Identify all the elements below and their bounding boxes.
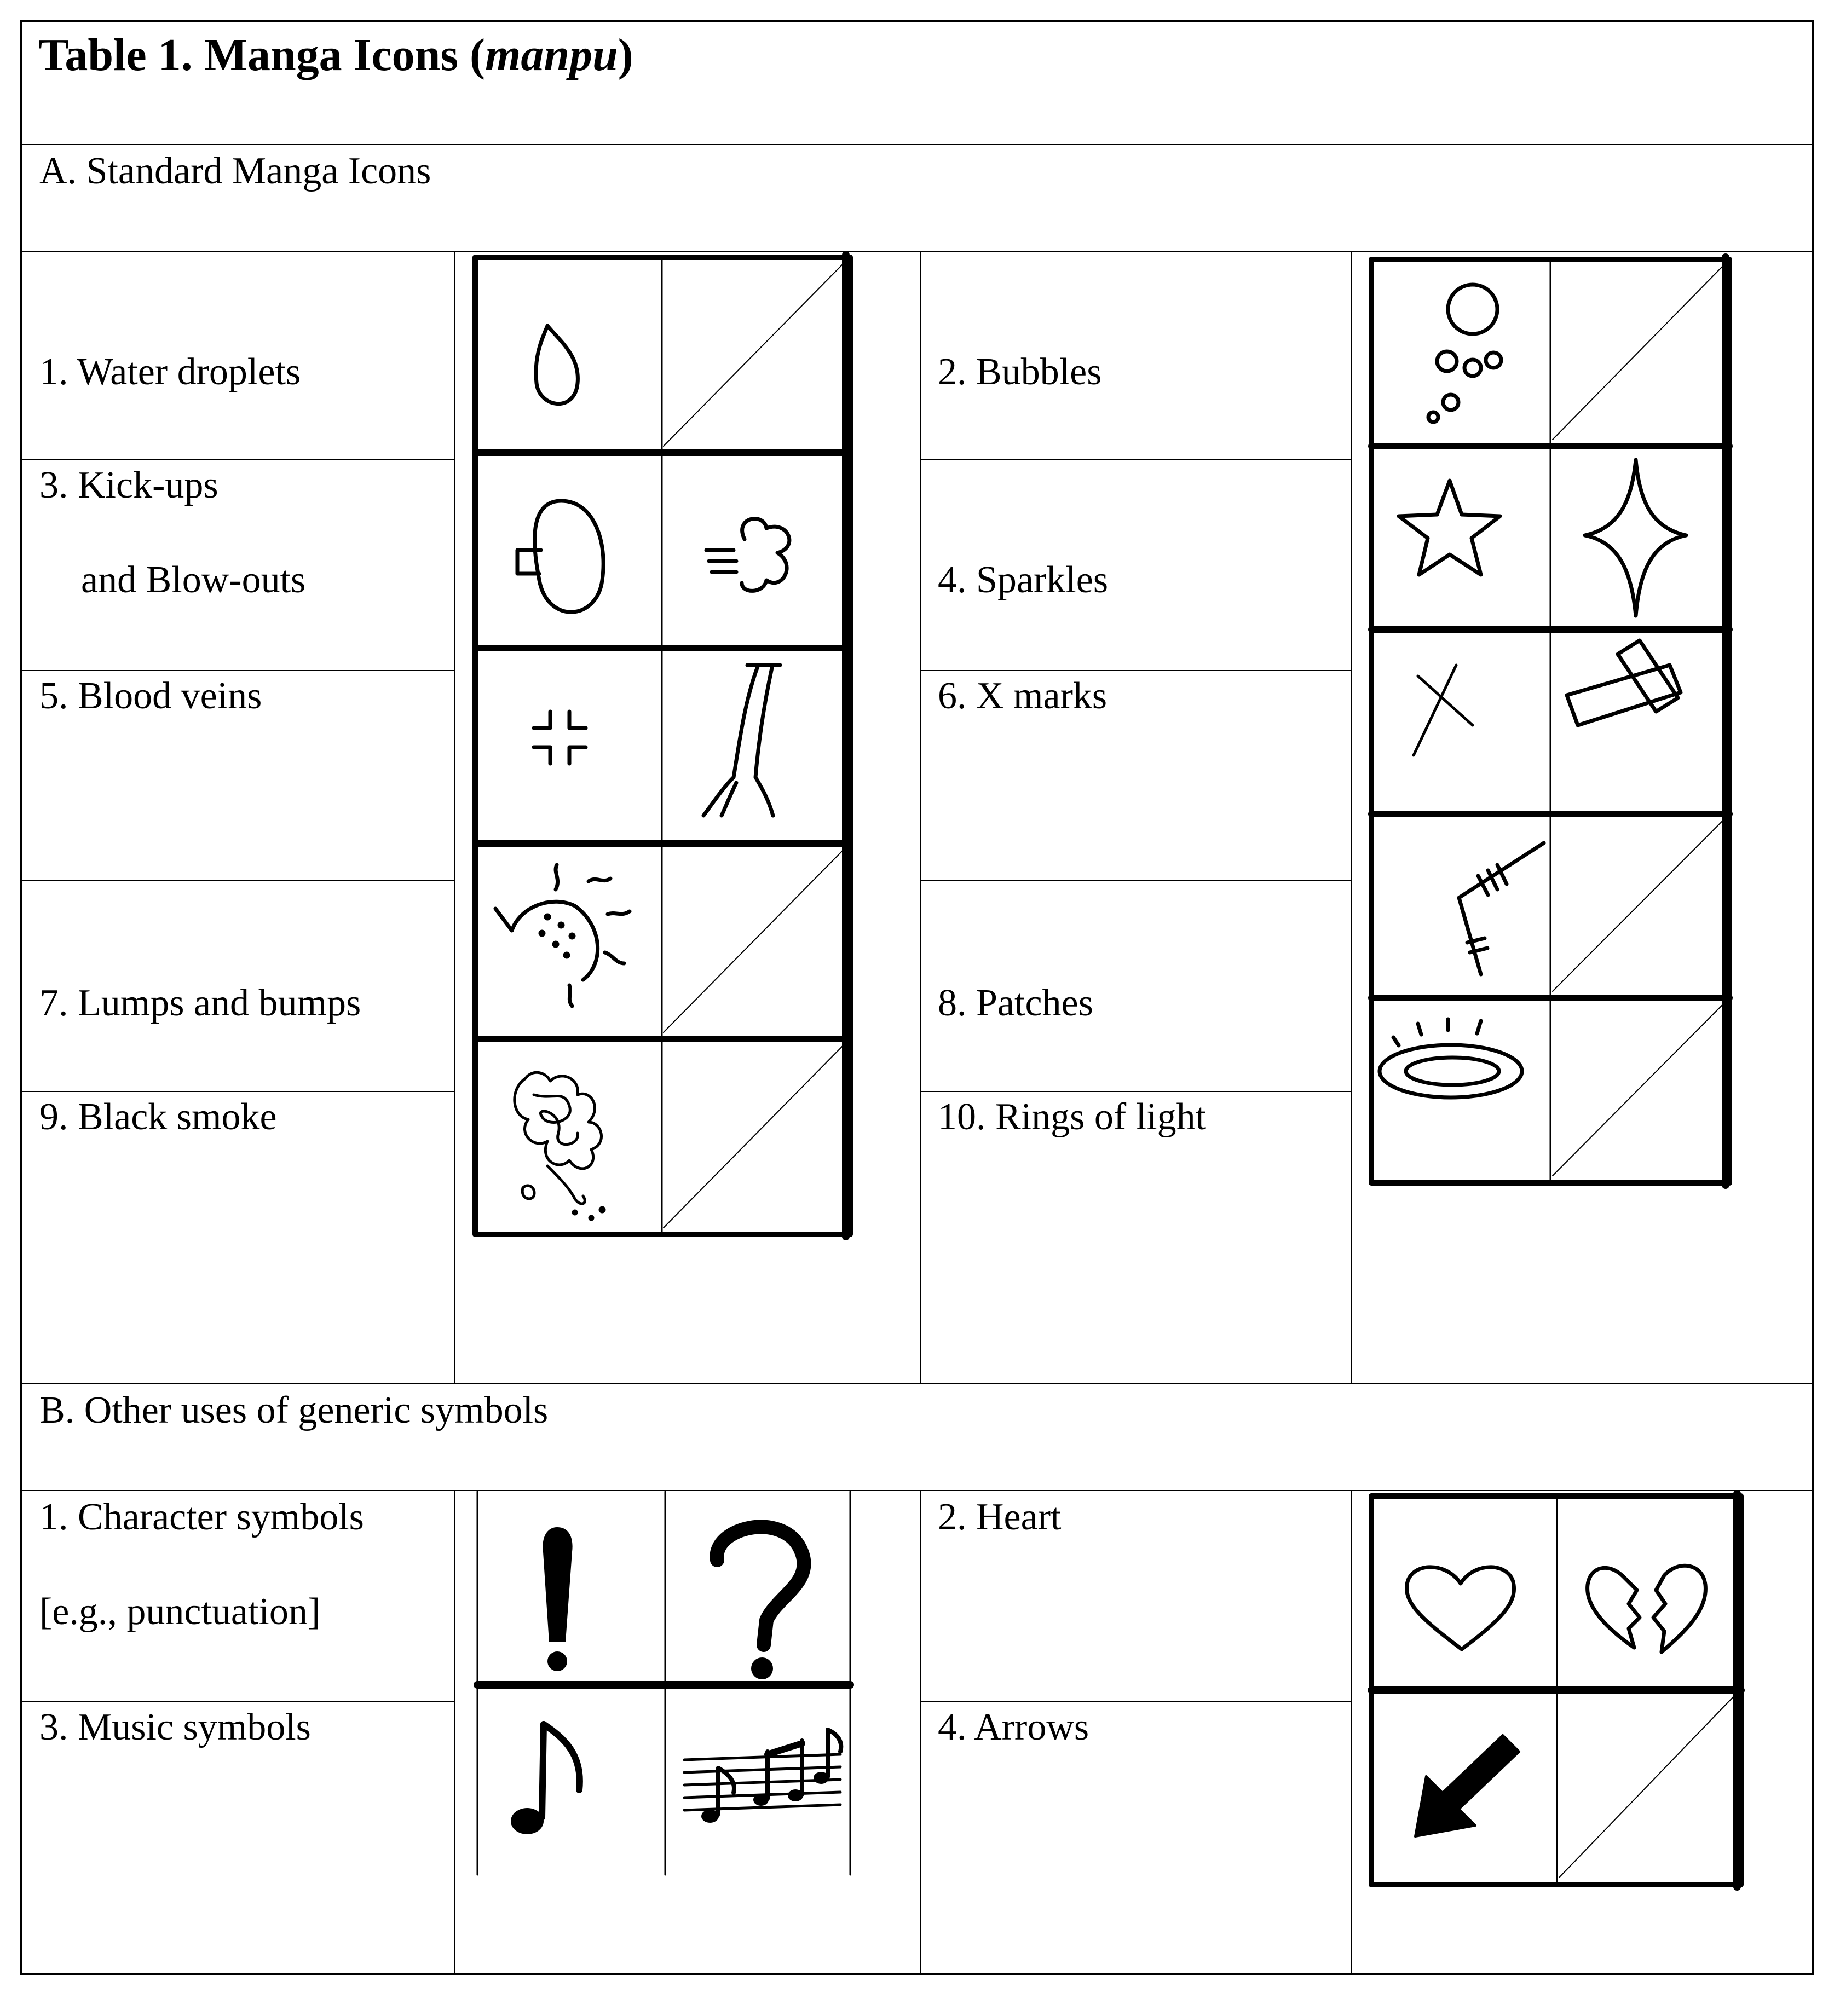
arrow-icon — [1415, 1735, 1519, 1836]
item-water-droplets: 1. Water droplets — [39, 351, 301, 393]
empty-cell-slash — [1553, 821, 1722, 991]
item-kick-ups-line2: and Blow-outs — [81, 559, 306, 601]
item-black-smoke: 9. Black smoke — [39, 1096, 277, 1138]
question-icon — [717, 1527, 804, 1679]
item-character-symbols-line2: [e.g., punctuation] — [39, 1591, 321, 1633]
item-lumps-and-bumps: 7. Lumps and bumps — [39, 982, 361, 1024]
star-sparkle-icon — [1399, 481, 1500, 575]
blood-vein-icon — [703, 665, 780, 816]
empty-cell-slash — [664, 850, 843, 1032]
item-patches: 8. Patches — [938, 982, 1093, 1024]
music-staff-icon — [684, 1730, 841, 1823]
empty-cell-slash — [1553, 1005, 1722, 1176]
bandage-x-icon — [1567, 640, 1681, 725]
item-blood-veins: 5. Blood veins — [39, 675, 262, 717]
kick-up-icon — [517, 501, 603, 612]
lump-icon — [495, 865, 630, 1006]
blow-out-icon — [706, 519, 789, 591]
item-x-marks: 6. X marks — [938, 675, 1108, 717]
empty-cell-slash — [1559, 1697, 1733, 1878]
bubbles-icon — [1428, 285, 1501, 422]
four-point-sparkle-icon — [1585, 460, 1686, 616]
item-sparkles: 4. Sparkles — [938, 559, 1109, 601]
empty-cell-slash — [664, 1045, 843, 1228]
section-b-heading: B. Other uses of generic symbols — [39, 1389, 549, 1431]
section-a-heading: A. Standard Manga Icons — [39, 150, 431, 192]
empty-cell-slash — [1553, 267, 1722, 440]
panel-a-left-grid — [475, 255, 850, 1237]
item-bubbles: 2. Bubbles — [938, 351, 1102, 393]
item-arrows: 4. Arrows — [938, 1706, 1089, 1748]
black-smoke-icon — [515, 1072, 604, 1220]
item-character-symbols: 1. Character symbols — [39, 1496, 364, 1538]
patch-stitch-icon — [1459, 843, 1544, 974]
exclamation-icon — [543, 1527, 572, 1671]
x-mark-icon — [1414, 665, 1473, 755]
item-kick-ups: 3. Kick-ups — [39, 464, 218, 506]
blood-vein-mark-icon — [534, 712, 586, 764]
table-title: Table 1. Manga Icons (manpu) — [38, 30, 633, 80]
ring-of-light-icon — [1380, 1019, 1522, 1097]
heart-icon — [1407, 1567, 1514, 1649]
broken-heart-icon — [1588, 1566, 1706, 1652]
item-heart: 2. Heart — [938, 1496, 1062, 1538]
music-note-icon — [511, 1724, 580, 1834]
empty-cell-slash — [664, 264, 843, 446]
item-music-symbols: 3. Music symbols — [39, 1706, 311, 1748]
water-droplet-icon — [536, 326, 578, 404]
item-rings-of-light: 10. Rings of light — [938, 1096, 1207, 1138]
